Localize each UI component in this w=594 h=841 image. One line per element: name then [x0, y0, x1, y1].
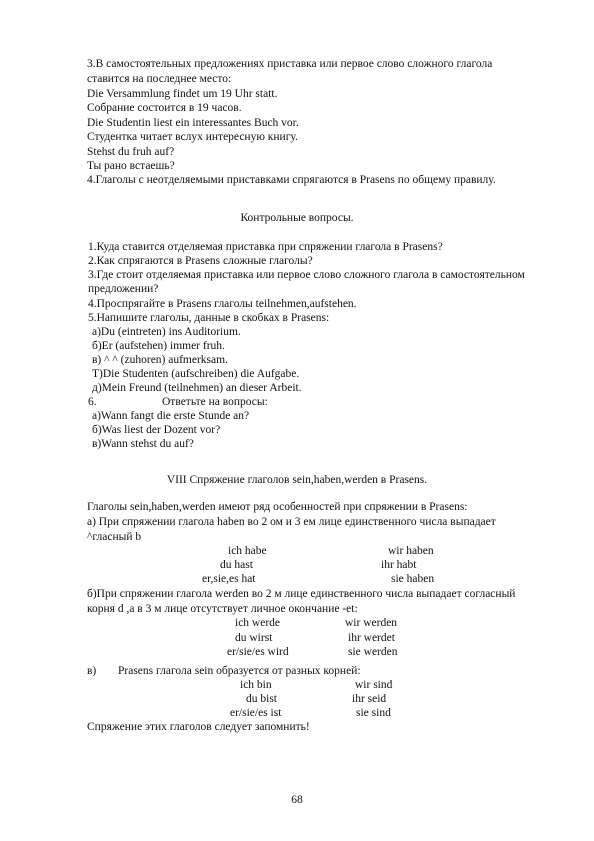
section-8-intro: Глаголы sein,haben,werden имеют ряд особенностей при спряжении в Prasens:	[87, 501, 468, 513]
sein-plural: wir sind	[355, 679, 393, 691]
question-6-item: а)Wann fangt die erste Stunde an?	[92, 410, 250, 422]
sein-singular: ich bin	[240, 679, 272, 691]
question-5-item: б)Er (aufstehen) immer fruh.	[92, 340, 225, 352]
example1-russian: Собрание состоится в 19 часов.	[87, 102, 242, 114]
example1-german: Die Versammlung findet um 19 Uhr statt.	[87, 88, 278, 100]
werden-singular: ich werde	[235, 617, 281, 629]
sein-singular: er/sie/es ist	[230, 707, 282, 719]
rule4: 4.Глаголы с неотделяемыми приставками спрягаются в Prasens по общему правилу.	[87, 174, 496, 186]
question-5-item: а)Du (eintreten) ins Auditorium.	[92, 326, 241, 338]
question-3-line2: предложении?	[88, 283, 159, 295]
sein-plural: ihr seid	[352, 693, 387, 705]
point-b-line1: б)При спряжении глагола werden во 2 м лице единственного числа выпадает согласный	[87, 588, 516, 600]
sein-singular: du bist	[246, 693, 277, 705]
point-v-label: в)	[87, 665, 97, 677]
example3-german: Stehst du fruh auf?	[87, 146, 175, 158]
question-4: 4.Проспрягайте в Prasens глаголы teilnehmen,aufstehen.	[88, 298, 357, 310]
point-a-line1: а) При спряжении глагола haben во 2 ом и 3 ем лице единственного числа выпадает	[87, 516, 496, 528]
example2-german: Die Studentin liest ein interessantes Buch vor.	[87, 117, 299, 129]
question-2: 2.Как спрягаются в Prasens сложные глаголы?	[88, 255, 313, 267]
haben-plural: wir haben	[388, 545, 434, 557]
rule3-line2: ставится на последнее место:	[87, 73, 232, 85]
point-v-text: Prasens глагола sein образуется от разных корней:	[118, 665, 361, 677]
control-questions-title: Контрольные вопросы.	[240, 212, 354, 224]
example3-russian: Ты рано встаешь?	[87, 160, 175, 172]
question-6: Ответьте на вопросы:	[162, 396, 268, 408]
question-5-item: в) ^ ^ (zuhoren) aufmerksam.	[92, 354, 228, 366]
haben-singular: du hast	[220, 559, 253, 571]
point-a-line2: ^гласный b	[87, 531, 142, 543]
question-5-item: T)Die Studenten (aufschreiben) die Aufgabe.	[92, 368, 300, 380]
question-3-line1: 3.Где стоит отделяемая приставка или первое слово сложного глагола в самостоятельном	[88, 269, 525, 281]
memorize-note: Спряжение этих глаголов следует запомнить!	[87, 721, 310, 733]
werden-plural: ihr werdet	[348, 632, 395, 644]
werden-singular: er/sie/es wird	[227, 646, 289, 658]
question-6-item: б)Was liest der Dozent vor?	[92, 424, 221, 436]
haben-plural: ihr habt	[381, 559, 417, 571]
point-b-line2: корня d ,а в 3 м лице отсутствует личное окончание -et:	[87, 603, 358, 615]
haben-singular: ich habe	[228, 545, 267, 557]
section-8-title: VIII Спряжение глаголов sein,haben,werden в Prasens.	[166, 474, 428, 486]
haben-singular: er,sie,es hat	[202, 573, 256, 585]
page-number: 68	[291, 794, 303, 806]
question-5: 5.Напишите глаголы, данные в скобках в Prasens:	[88, 312, 330, 324]
haben-plural: sie haben	[391, 573, 435, 585]
question-1: 1.Куда ставится отделяемая приставка при спряжении глагола в Prasens?	[88, 241, 443, 253]
question-5-item: д)Mein Freund (teilnehmen) an dieser Arbeit.	[92, 382, 302, 394]
werden-plural: sie werden	[348, 646, 398, 658]
sein-plural: sie sind	[356, 707, 391, 719]
werden-plural: wir werden	[345, 617, 398, 629]
example2-russian: Студентка читает вслух интересную книгу.	[87, 131, 298, 143]
werden-singular: du wirst	[235, 632, 273, 644]
question-6-number: 6.	[88, 396, 97, 408]
rule3-line1: 3.В самостоятельных предложениях приставка или первое слово сложного глагола	[87, 58, 493, 70]
question-6-item: в)Wann stehst du auf?	[92, 438, 194, 450]
